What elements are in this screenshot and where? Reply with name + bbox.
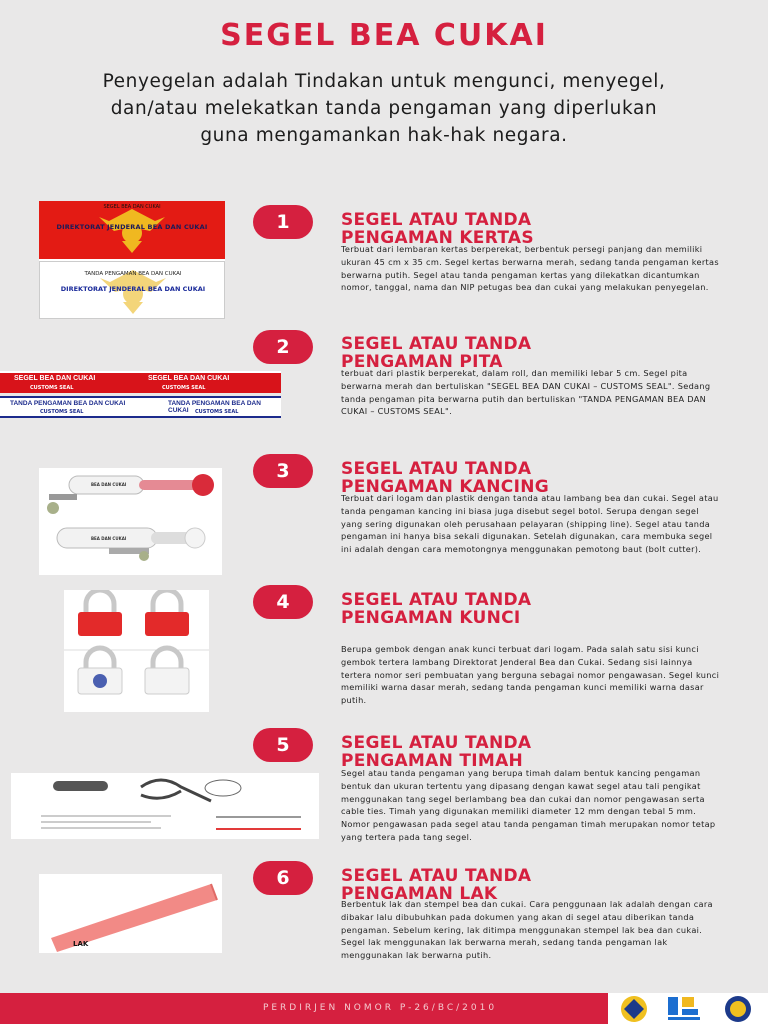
section-number-1: 1 bbox=[253, 205, 313, 239]
ribbon-red-label-repeat: SEGEL BEA DAN CUKAI bbox=[148, 375, 230, 382]
section-text-1: Terbuat dari lembaran kertas berperekat, berbentuk persegi panjang dan memiliki ukuran 45 cm x 35 cm. Segel kertas berwarna merah, sedang tanda pengaman kertas berwarna putih. Segel atau tanda pengaman kertas yang dilekatkan dicantumkan nomor, tanggal, nama dan NIP petugas bea dan cukai yang melakukan penyegelan. bbox=[341, 244, 719, 293]
section-number-3: 3 bbox=[253, 454, 313, 488]
ribbon-seal-image bbox=[0, 369, 281, 419]
section-number-2: 2 bbox=[253, 330, 313, 364]
wax-seal-image bbox=[39, 874, 222, 953]
footer-logos bbox=[608, 993, 768, 1024]
bolt-seal-drawing bbox=[39, 468, 222, 575]
institution-logos-icon bbox=[608, 993, 768, 1024]
bolt-label-2: BEA DAN CUKAI bbox=[91, 536, 127, 541]
section-title-4: SEGEL ATAU TANDA PENGAMAN KUNCI bbox=[341, 590, 532, 628]
section-text-5: Segel atau tanda pengaman yang berupa timah dalam bentuk kancing pengaman bentuk dan ukuran tertentu yang dipasang dengan kawat segel atau tali pengikat menggunakan tang segel berlambang bea dan cukai dan nomor pengawasan serta cable ties. Timah yang digunakan memiliki diameter 12 mm dengan tebal 5 mm. Nomor pengawasan pada segel atau tanda pengaman timah merupakan nomor tetap yang tertera pada tang segel. bbox=[341, 768, 716, 842]
page-title: SEGEL BEA CUKAI bbox=[220, 18, 548, 53]
ribbon-red-sub: CUSTOMS SEAL bbox=[30, 385, 74, 391]
intro-text: Penyegelan adalah Tindakan untuk mengunci, menyegel, dan/atau melekatkan tanda pengaman yang diperlukan guna mengamankan hak-hak negara. bbox=[102, 71, 666, 146]
ribbon-red-sub-repeat: CUSTOMS SEAL bbox=[162, 385, 206, 391]
section-number-5: 5 bbox=[253, 728, 313, 762]
section-number-6: 6 bbox=[253, 861, 313, 895]
paper-white-heading: DIREKTORAT JENDERAL BEA DAN CUKAI bbox=[60, 285, 206, 293]
section-title-1: SEGEL ATAU TANDA PENGAMAN KERTAS bbox=[341, 210, 534, 248]
bolt-label-1: BEA DAN CUKAI bbox=[91, 482, 127, 487]
lak-label: LAK bbox=[73, 940, 89, 948]
ribbon-white-label-repeat: TANDA PENGAMAN BEA DAN CUKAI bbox=[168, 400, 261, 414]
section-text-3: Terbuat dari logam dan plastik dengan tanda atau lambang bea dan cukai. Segel atau tanda pengaman kancing ini biasa juga disebut segel botol. Serupa dengan segel yang sering digunakan oleh perusahaan pelayaran (shipping line). Segel atau tanda pengaman ini hanya bisa sekali digunakan. Setelah digunakan, cara membuka segel ini adalah dengan cara memotongnya menggunakan pemotong baut (bolt cutter). bbox=[341, 493, 719, 555]
bolt-seal-image bbox=[39, 468, 222, 575]
section-text-4: Berupa gembok dengan anak kunci terbuat dari logam. Pada salah satu sisi kunci gembok tertera lambang Direktorat Jenderal Bea dan Cukai. Sedang sisi lainnya tertera nomor seri pembuatan yang berguna sebagai nomor pengawasan. Segel kunci memiliki warna dasar merah, sedang tanda pengaman kunci memiliki warna dasar putih. bbox=[341, 644, 720, 706]
ribbon-red-label: SEGEL BEA DAN CUKAI bbox=[14, 375, 96, 382]
ribbon-white-sub-repeat: CUSTOMS SEAL bbox=[195, 409, 239, 415]
section-text-6: Berbentuk lak dan stempel bea dan cukai. Cara penggunaan lak adalah dengan cara dibakar lalu dibubuhkan pada dokumen yang akan di segel atau diberikan tanda pengaman. Sebelum kering, lak ditimpa menggunakan stempel lak bea dan cukai. Segel lak menggunakan lak berwarna merah, sedang tanda pengaman lak menggunakan lak berwarna putih. bbox=[341, 899, 713, 961]
wax-stick-drawing bbox=[39, 874, 222, 953]
lead-seal-image bbox=[11, 773, 319, 839]
section-title-5: SEGEL ATAU TANDA PENGAMAN TIMAH bbox=[341, 733, 532, 771]
section-title-2: SEGEL ATAU TANDA PENGAMAN PITA bbox=[341, 334, 532, 372]
section-title-6: SEGEL ATAU TANDA PENGAMAN LAK bbox=[341, 866, 532, 904]
section-text-2: terbuat dari plastik berperekat, dalam roll, dan memiliki lebar 5 cm. Segel pita berwarna merah dan bertuliskan "SEGEL BEA DAN CUKAI – CUSTOMS SEAL". Sedang tanda pengaman pita berwarna putih dan bertuliskan "TANDA PENGAMAN BEA DAN CUKAI – CUSTOMS SEAL". bbox=[341, 368, 711, 417]
section-number-4: 4 bbox=[253, 585, 313, 619]
paper-seal-image bbox=[39, 201, 225, 319]
padlock-seal-image bbox=[64, 590, 209, 712]
footer-text: PERDIRJEN NOMOR P-26/BC/2010 bbox=[262, 1003, 498, 1013]
padlock-drawing bbox=[64, 590, 209, 712]
section-title-3: SEGEL ATAU TANDA PENGAMAN KANCING bbox=[341, 459, 549, 497]
ribbon-white-label: TANDA PENGAMAN BEA DAN CUKAI bbox=[10, 400, 126, 407]
paper-white-top-label: TANDA PENGAMAN BEA DAN CUKAI bbox=[84, 271, 182, 277]
paper-red-heading: DIREKTORAT JENDERAL BEA DAN CUKAI bbox=[56, 223, 208, 231]
ribbon-white-sub: CUSTOMS SEAL bbox=[40, 409, 84, 415]
lead-seal-drawing bbox=[11, 773, 319, 839]
paper-red-top-label: SEGEL BEA DAN CUKAI bbox=[103, 204, 161, 210]
